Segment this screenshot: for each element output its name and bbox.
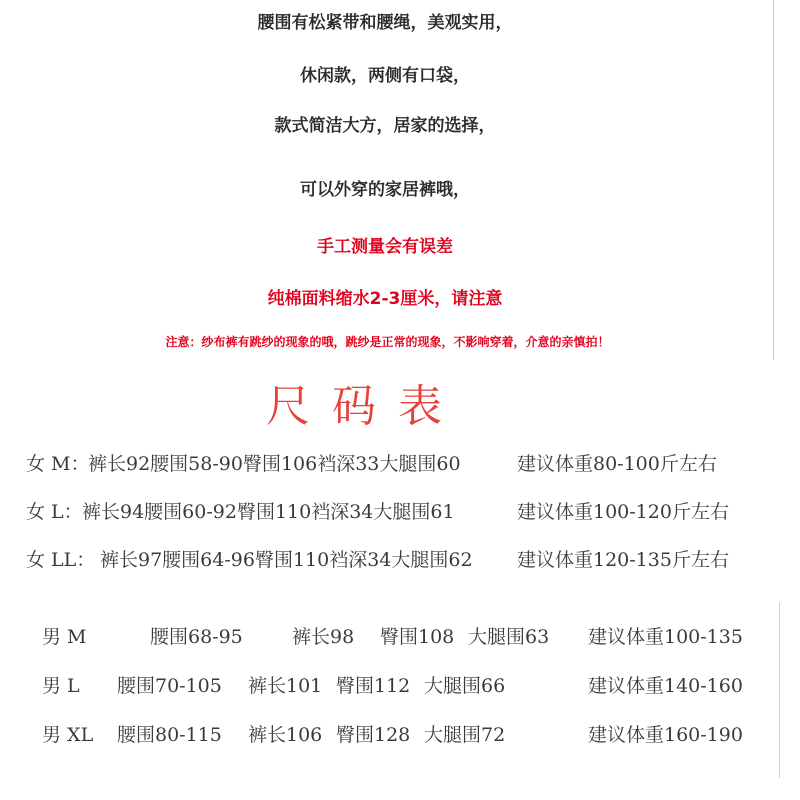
size-chart-title: 尺码表 bbox=[266, 381, 464, 432]
size-weight: 建议体重160-190 bbox=[588, 724, 743, 746]
size-waist: 腰围70-105 bbox=[117, 675, 222, 697]
size-weight: 建议体重100-135 bbox=[588, 626, 743, 648]
size-measures: 裤长94腰围60-92臀围110裆深34大腿围61 bbox=[82, 501, 455, 523]
size-measures: 裤长92腰围58-90臀围106裆深33大腿围60 bbox=[88, 453, 461, 475]
size-hip: 臀围128 bbox=[336, 724, 411, 746]
size-weight: 建议体重120-135斤左右 bbox=[517, 549, 729, 571]
size-weight: 建议体重140-160 bbox=[588, 675, 743, 697]
size-waist: 腰围68-95 bbox=[150, 626, 243, 648]
measurement-warning: 手工测量会有误差 bbox=[317, 237, 453, 257]
size-label: 男 L bbox=[42, 675, 80, 697]
size-label: 男 XL bbox=[42, 724, 94, 746]
size-label: 女 M： bbox=[26, 453, 90, 475]
size-length: 裤长98 bbox=[292, 626, 355, 648]
size-length: 裤长101 bbox=[248, 675, 323, 697]
size-measures: 裤长97腰围64-96臀围110裆深34大腿围62 bbox=[100, 549, 473, 571]
size-waist: 腰围80-115 bbox=[117, 724, 222, 746]
size-label: 男 M bbox=[42, 626, 87, 648]
intro-line-3: 款式简洁大方，居家的选择， bbox=[274, 116, 496, 136]
size-thigh: 大腿围72 bbox=[424, 724, 506, 746]
intro-line-2: 休闲款，两侧有口袋， bbox=[300, 66, 470, 86]
size-hip: 臀围108 bbox=[380, 626, 455, 648]
size-label: 女 LL： bbox=[26, 549, 96, 571]
size-weight: 建议体重100-120斤左右 bbox=[517, 501, 729, 523]
size-length: 裤长106 bbox=[248, 724, 323, 746]
gauze-note: 注意：纱布裤有跳纱的现象的哦，跳纱是正常的现象，不影响穿着，介意的亲慎拍！ bbox=[165, 335, 610, 349]
intro-line-1: 腰围有松紧带和腰绳，美观实用， bbox=[257, 13, 513, 33]
right-border-bottom bbox=[779, 602, 780, 778]
intro-line-4: 可以外穿的家居裤哦， bbox=[300, 180, 470, 200]
size-thigh: 大腿围63 bbox=[468, 626, 550, 648]
size-weight: 建议体重80-100斤左右 bbox=[517, 453, 717, 475]
size-thigh: 大腿围66 bbox=[424, 675, 506, 697]
size-label: 女 L： bbox=[26, 501, 83, 523]
shrinkage-warning: 纯棉面料缩水2-3厘米，请注意 bbox=[267, 289, 503, 309]
right-border-top bbox=[773, 0, 774, 360]
size-hip: 臀围112 bbox=[336, 675, 411, 697]
